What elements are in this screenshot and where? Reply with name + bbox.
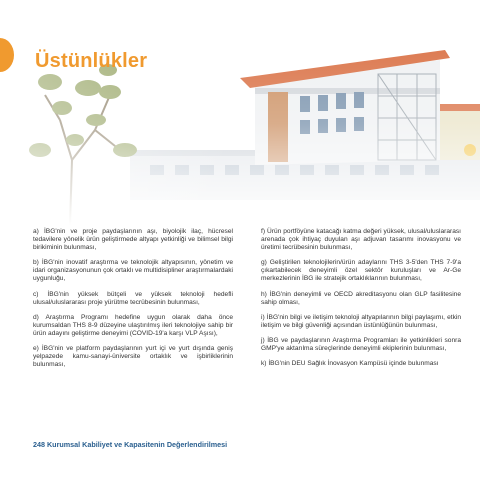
hero-photo [0,0,480,225]
list-item: j) İBG ve paydaşlarının Araştırma Programları ile yetkinlikleri sonra GMP'ye aktarılma süreçlerinde deneyimli ekiplerinin bulunması, [261,336,461,353]
building-illustration [0,0,480,225]
list-item: a) İBG'nin ve proje paydaşlarının aşı, biyolojik ilaç, hücresel tedavilere yönelik ürün geliştirmede altyapı yetkinliği ve bilimsel bilgi birikiminin bulunması, [33,228,233,252]
list-item: d) Araştırma Programı hedefine uygun olarak daha önce kurumsaldan THS 8-9 düzeyine ulaştırılmış ileri teknolojiye sahip bir ürün adayını geliştirme deneyimi (COVID-19'a karşı VLP Aşısı), [33,313,233,337]
list-item: g) Geliştirilen teknolojilerin/ürün adaylarını THS 3-5'den THS 7-9'a çıkartabilecek deneyimli özel sektör kuruluşları ve Ar-Ge merkezlerinin İBG ile stratejik ortaklıklarının bulunması, [261,259,461,283]
page-title: Üstünlükler [35,50,148,72]
left-column [33,228,233,376]
list-item: k) İBG'nin DEU Sağlık İnovasyon Kampüsü içinde bulunması [261,360,439,368]
list-item: f) Ürün portföyüne katacağı katma değeri yüksek, ulusal/uluslararası arenada çok ihtiyaç duyulan aşı adjuvan tasarımı inovasyonu ve üretimi tecrübesinin bulunması, [261,228,461,252]
list-item: e) İBG'nin ve platform paydaşlarının yurt içi ve yurt dışında geniş yelpazede kamu-sanayi-üniversite ortaklık ve işbirliklerinin bulunması, [33,345,233,369]
list-item: h) İBG'nin deneyimli ve OECD akreditasyonu olan GLP fasilitesine sahip olması, [261,290,461,306]
list-item: b) İBG'nin inovatif araştırma ve teknolojik altyapısının, yönetim ve idari organizasyonunun çok ortaklı ve multidisipliner araştırmalardaki uygunluğu, [33,259,233,283]
right-column [261,228,461,375]
list-item: i) İBG'nin bilgi ve iletişim teknoloji altyapılarının bilgi paylaşımı, etkin iletişim ve bilgi güvenliği açısından üstünlüğünün bulunması, [261,313,461,329]
page-footer: 248 Kurumsal Kabiliyet ve Kapasitenin Değerlendirilmesi [33,440,228,449]
list-item: c) İBG'nin yüksek bütçeli ve yüksek teknoloji hedefli ulusal/uluslararası proje yürütme tecrübesinin bulunması, [33,290,233,306]
